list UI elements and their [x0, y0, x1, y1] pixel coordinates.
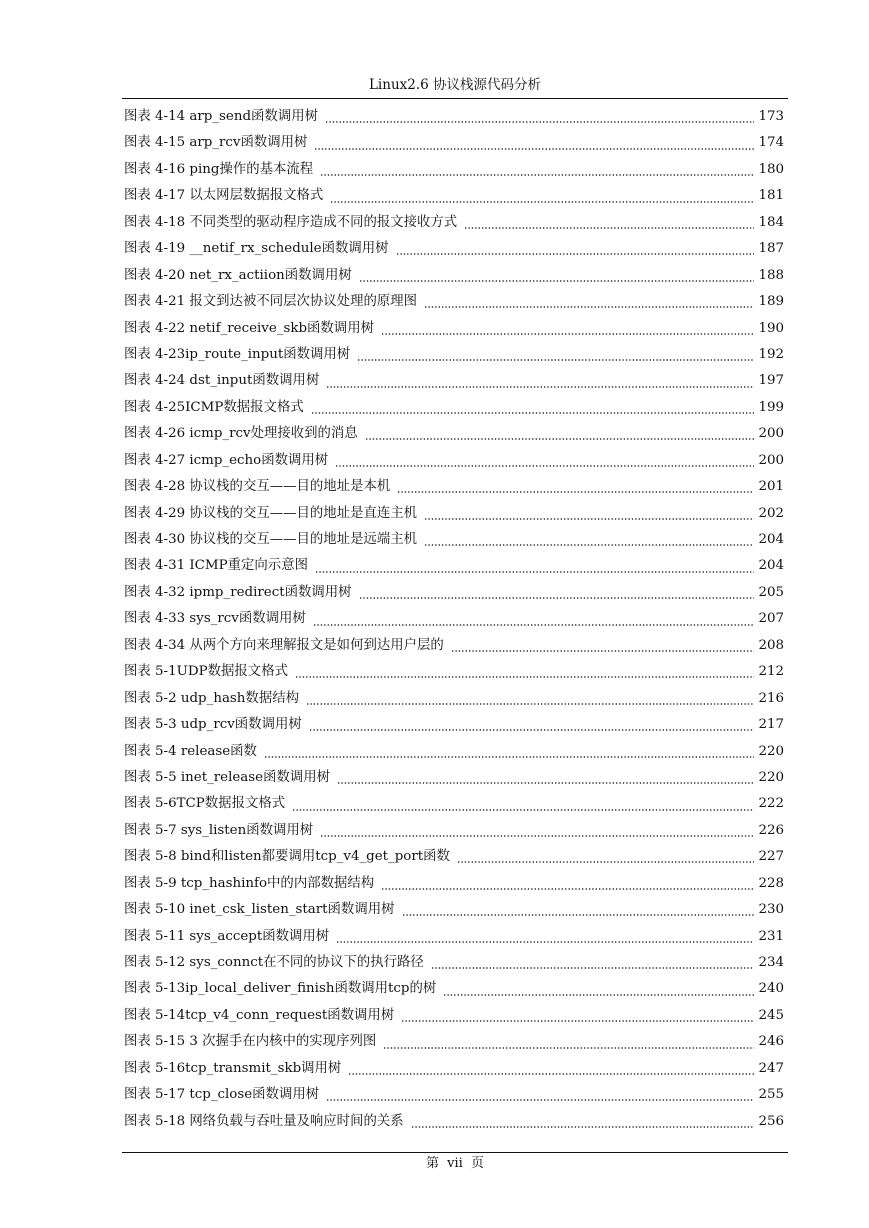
dot-leader — [443, 994, 754, 996]
toc-entry[interactable] — [124, 606, 784, 632]
toc-entry-page-number: 199 — [758, 399, 784, 415]
toc-entry-page-number: 200 — [758, 426, 784, 442]
toc-entry-page-number: 220 — [758, 769, 784, 785]
toc-entry-page-number: 230 — [758, 902, 784, 918]
dot-leader — [330, 201, 754, 203]
dot-leader — [397, 491, 754, 493]
page-header-title: Linux2.6 协议栈源代码分析 — [368, 77, 542, 93]
toc-entry[interactable] — [124, 844, 784, 870]
toc-entry-page-number: 226 — [758, 822, 784, 838]
toc-entry-page-number: 189 — [758, 294, 784, 310]
toc-entry[interactable] — [124, 210, 784, 236]
toc-entry-label: 图表 4-25ICMP数据报文格式 — [124, 399, 304, 415]
toc-entry-label: 图表 5-16tcp_transmit_skb调用树 — [124, 1060, 342, 1076]
dot-leader — [381, 333, 754, 335]
toc-entry-label: 图表 5-11 sys_accept函数调用树 — [124, 928, 330, 944]
dot-leader — [411, 1126, 755, 1128]
toc-entry-label: 图表 4-15 arp_rcv函数调用树 — [124, 135, 308, 151]
dot-leader — [402, 914, 755, 916]
dot-leader — [359, 280, 755, 282]
toc-entry-page-number: 197 — [758, 373, 784, 389]
toc-entry-page-number: 216 — [758, 690, 784, 706]
toc-entry-page-number: 188 — [758, 267, 784, 283]
toc-entry-label: 图表 4-28 协议栈的交互——目的地址是本机 — [124, 479, 391, 495]
page-number: 第 vii 页 — [426, 1156, 484, 1171]
toc-entry[interactable] — [124, 183, 784, 209]
toc-entry-page-number: 192 — [758, 346, 784, 362]
toc-entry-page-number: 207 — [758, 611, 784, 627]
toc-entry[interactable] — [124, 553, 784, 579]
toc-entry-page-number: 204 — [758, 532, 784, 547]
toc-entry-label: 图表 5-9 tcp_hashinfo中的内部数据结构 — [124, 875, 375, 891]
toc-entry-label: 图表 5-3 udp_rcv函数调用树 — [124, 717, 302, 733]
toc-entry-page-number: 181 — [758, 188, 784, 204]
toc-entry-label: 图表 5-1UDP数据报文格式 — [124, 664, 288, 680]
toc-entry-label: 图表 5-6TCP数据报文格式 — [124, 796, 286, 812]
toc-entry-label: 图表 5-8 bind和listen都要调用tcp_v4_get_port函数 — [124, 849, 450, 865]
toc-entry-label: 图表 5-7 sys_listen函数调用树 — [124, 822, 314, 838]
toc-entry-label: 图表 4-27 icmp_echo函数调用树 — [124, 452, 329, 468]
dot-leader — [314, 148, 754, 150]
toc-entry[interactable] — [124, 130, 784, 156]
toc-entry-label: 图表 4-14 arp_send函数调用树 — [124, 109, 318, 124]
dot-leader — [315, 571, 754, 573]
toc-entry-page-number: 231 — [758, 928, 784, 944]
toc-entry-page-number: 228 — [758, 875, 784, 891]
dot-leader — [396, 253, 755, 255]
toc-entry-page-number: 220 — [758, 743, 784, 759]
dot-leader — [424, 544, 754, 546]
toc-entry[interactable] — [124, 448, 784, 474]
toc-entry[interactable] — [124, 421, 784, 447]
toc-entry[interactable] — [124, 897, 784, 923]
list-of-figures — [124, 104, 784, 1135]
toc-entry[interactable] — [124, 289, 784, 315]
toc-entry[interactable] — [124, 633, 784, 659]
toc-entry-page-number: 217 — [758, 717, 784, 733]
toc-entry[interactable] — [124, 1056, 784, 1082]
dot-leader — [320, 835, 754, 837]
toc-entry-page-number: 245 — [758, 1007, 784, 1023]
toc-entry[interactable] — [124, 686, 784, 712]
toc-entry[interactable] — [124, 342, 784, 368]
dot-leader — [424, 306, 754, 308]
dot-leader — [292, 809, 754, 811]
dot-leader — [326, 386, 754, 388]
toc-entry[interactable] — [124, 739, 784, 765]
toc-entry-page-number: 234 — [758, 955, 784, 970]
dot-leader — [264, 756, 754, 758]
toc-entry-label: 图表 5-5 inet_release函数调用树 — [124, 769, 331, 785]
toc-entry-page-number: 227 — [758, 849, 784, 865]
toc-entry[interactable] — [124, 236, 784, 262]
toc-entry-page-number: 208 — [758, 637, 784, 653]
toc-entry-page-number: 173 — [758, 109, 784, 124]
toc-entry-label: 图表 5-15 3 次握手在内核中的实现序列图 — [124, 1034, 377, 1050]
dot-leader — [337, 782, 754, 784]
toc-entry[interactable] — [124, 104, 784, 130]
dot-leader — [306, 703, 754, 705]
toc-entry[interactable] — [124, 501, 784, 527]
toc-entry-label: 图表 4-19 __netif_rx_schedule函数调用树 — [124, 241, 389, 257]
toc-entry-label: 图表 4-23ip_route_input函数调用树 — [124, 346, 351, 362]
toc-entry[interactable] — [124, 712, 784, 738]
dot-leader — [383, 1047, 754, 1049]
toc-entry-label: 图表 5-2 udp_hash数据结构 — [124, 690, 299, 706]
toc-entry[interactable] — [124, 924, 784, 950]
header-divider — [122, 98, 788, 99]
toc-entry-page-number: 200 — [758, 452, 784, 468]
toc-entry[interactable] — [124, 1082, 784, 1108]
toc-entry-page-number: 202 — [758, 505, 784, 521]
toc-entry-label: 图表 4-29 协议栈的交互——目的地址是直连主机 — [124, 505, 418, 521]
toc-entry-label: 图表 5-14tcp_v4_conn_request函数调用树 — [124, 1007, 395, 1023]
toc-entry[interactable] — [124, 316, 784, 342]
toc-entry-page-number: 256 — [758, 1113, 784, 1129]
footer-divider — [122, 1152, 788, 1153]
dot-leader — [381, 888, 754, 890]
toc-entry-page-number: 222 — [758, 796, 784, 812]
toc-entry[interactable] — [124, 1003, 784, 1029]
toc-entry[interactable] — [124, 818, 784, 844]
dot-leader — [365, 438, 755, 440]
toc-entry-page-number: 246 — [758, 1034, 784, 1050]
toc-entry-page-number: 184 — [758, 214, 784, 230]
dot-leader — [313, 624, 755, 626]
toc-entry-label: 图表 5-10 inet_csk_listen_start函数调用树 — [124, 902, 395, 918]
dot-leader — [357, 359, 754, 361]
dot-leader — [336, 941, 754, 943]
dot-leader — [457, 861, 755, 863]
toc-entry[interactable] — [124, 474, 784, 500]
toc-entry[interactable] — [124, 1109, 784, 1135]
toc-entry-label: 图表 4-16 ping操作的基本流程 — [124, 161, 314, 177]
dot-leader — [320, 174, 754, 176]
dot-leader — [431, 967, 755, 969]
toc-entry-label: 图表 4-21 报文到达被不同层次协议处理的原理图 — [124, 294, 418, 310]
toc-entry-page-number: 255 — [758, 1087, 784, 1103]
toc-entry-page-number: 212 — [758, 664, 784, 680]
dot-leader — [348, 1073, 754, 1075]
dot-leader — [326, 1099, 754, 1101]
toc-entry-page-number: 204 — [758, 558, 784, 574]
toc-entry-page-number: 205 — [758, 584, 784, 600]
toc-entry-page-number: 174 — [758, 135, 784, 151]
toc-entry[interactable] — [124, 871, 784, 897]
toc-entry-page-number: 190 — [758, 320, 784, 336]
dot-leader — [401, 1020, 754, 1022]
toc-entry-label: 图表 5-4 release函数 — [124, 743, 257, 759]
toc-entry-label: 图表 4-32 ipmp_redirect函数调用树 — [124, 584, 352, 600]
dot-leader — [325, 121, 754, 123]
toc-entry-label: 图表 4-18 不同类型的驱动程序造成不同的报文接收方式 — [124, 214, 458, 230]
toc-entry-label: 图表 4-33 sys_rcv函数调用树 — [124, 611, 306, 627]
toc-entry[interactable] — [124, 950, 784, 976]
dot-leader — [359, 597, 755, 599]
toc-entry-label: 图表 5-18 网络负载与吞吐量及响应时间的关系 — [124, 1113, 404, 1129]
toc-entry[interactable] — [124, 976, 784, 1002]
toc-entry-label: 图表 4-22 netif_receive_skb函数调用树 — [124, 320, 374, 336]
toc-entry[interactable] — [124, 1029, 784, 1055]
toc-entry-label: 图表 4-17 以太网层数据报文格式 — [124, 188, 324, 204]
toc-entry-page-number: 247 — [758, 1060, 784, 1076]
toc-entry[interactable] — [124, 368, 784, 394]
dot-leader — [309, 729, 755, 731]
toc-entry-page-number: 240 — [758, 981, 784, 997]
toc-entry[interactable] — [124, 580, 784, 606]
toc-entry[interactable] — [124, 263, 784, 289]
toc-entry-label: 图表 4-20 net_rx_actiion函数调用树 — [124, 267, 352, 283]
toc-entry[interactable] — [124, 791, 784, 817]
dot-leader — [464, 227, 754, 229]
toc-entry-label: 图表 4-31 ICMP重定向示意图 — [124, 558, 308, 574]
toc-entry-label: 图表 5-17 tcp_close函数调用树 — [124, 1087, 320, 1103]
toc-entry-label: 图表 4-34 从两个方向来理解报文是如何到达用户层的 — [124, 637, 444, 653]
toc-entry-page-number: 180 — [758, 161, 784, 177]
toc-entry-label: 图表 4-26 icmp_rcv处理接收到的消息 — [124, 426, 358, 442]
toc-entry-page-number: 187 — [758, 241, 784, 257]
toc-entry[interactable] — [124, 157, 784, 183]
toc-entry-label: 图表 4-30 协议栈的交互——目的地址是远端主机 — [124, 532, 418, 547]
toc-entry-label: 图表 5-12 sys_connct在不同的协议下的执行路径 — [124, 955, 424, 970]
dot-leader — [335, 465, 754, 467]
toc-entry[interactable] — [124, 395, 784, 421]
dot-leader — [311, 412, 755, 414]
toc-entry[interactable] — [124, 765, 784, 791]
dot-leader — [424, 518, 754, 520]
toc-entry[interactable] — [124, 527, 784, 553]
toc-entry[interactable] — [124, 659, 784, 685]
dot-leader — [451, 650, 755, 652]
toc-entry-label: 图表 5-13ip_local_deliver_finish函数调用tcp的树 — [124, 981, 437, 997]
dot-leader — [295, 676, 754, 678]
toc-entry-page-number: 201 — [758, 479, 784, 495]
toc-entry-label: 图表 4-24 dst_input函数调用树 — [124, 373, 320, 389]
